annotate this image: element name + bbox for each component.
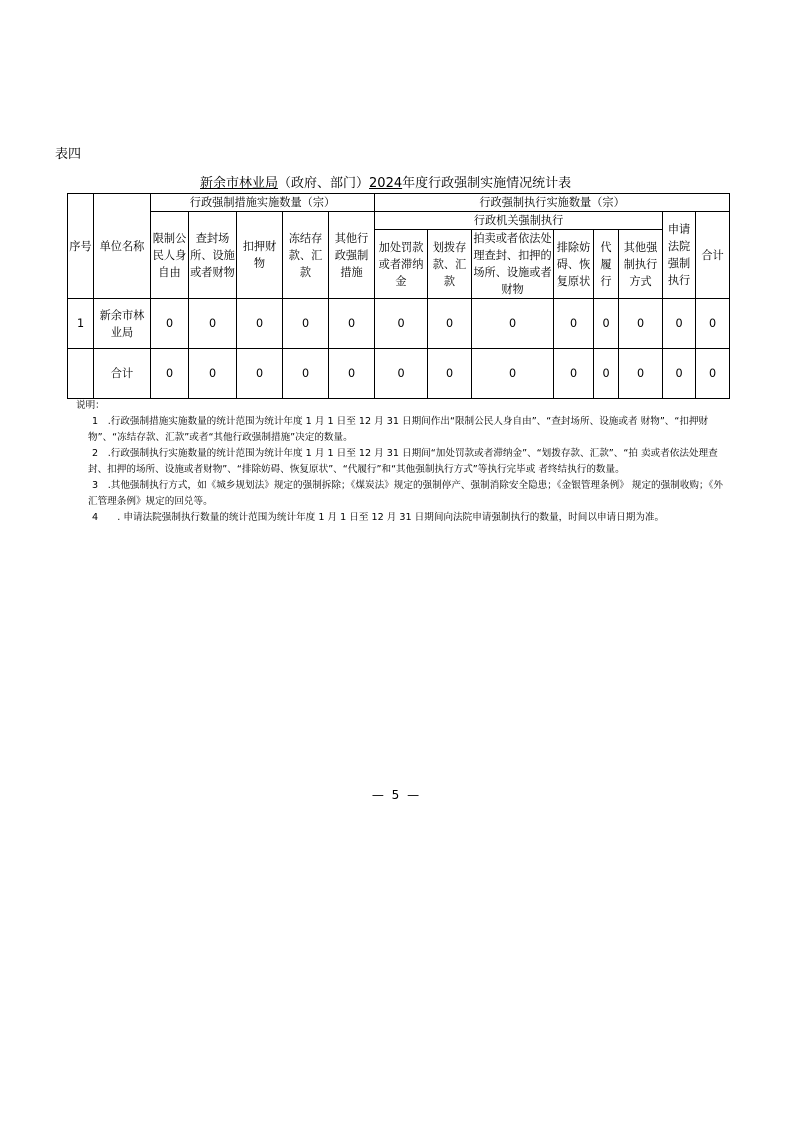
cell-value: 0	[329, 349, 375, 399]
cell-value: 0	[696, 349, 730, 399]
note-item: 1 .行政强制措施实施数量的统计范围为统计年度 1 月 1 日至 12 月 31 日期间作出“限制公民人身自由”、“查封场所、设施或者 财物”、“扣押财物”、“冻结存款、汇款”或者“其他行政强制措施”决定的数量。	[88, 416, 709, 443]
row-unit: 合计	[94, 349, 151, 399]
statistics-table	[67, 193, 730, 399]
header-agency: 其他强制执行方式	[619, 230, 663, 299]
header-agency: 代履行	[594, 230, 619, 299]
table-row-total	[68, 349, 730, 399]
header-measure: 冻结存款、汇款	[283, 212, 329, 299]
header-measure: 扣押财物	[237, 212, 283, 299]
cell-value: 0	[283, 349, 329, 399]
header-agency: 拍卖或者依法处理查封、扣押的场所、设施或者财物	[472, 230, 554, 299]
header-measure: 限制公民人身自由	[151, 212, 189, 299]
cell-value: 0	[283, 299, 329, 349]
table-row	[68, 299, 730, 349]
cell-value: 0	[237, 299, 283, 349]
cell-value: 0	[554, 349, 594, 399]
cell-value: 0	[663, 349, 696, 399]
cell-value: 0	[151, 299, 189, 349]
cell-value: 0	[594, 299, 619, 349]
cell-value: 0	[696, 299, 730, 349]
title-rest: 年度行政强制实施情况统计表	[402, 176, 572, 191]
title-org: 新余市林业局	[200, 176, 279, 191]
header-measure: 其他行政强制措施	[329, 212, 375, 299]
header-agency: 加处罚款或者滞纳金	[375, 230, 428, 299]
page-number: — 5 —	[371, 788, 422, 802]
title-year: 2024	[369, 176, 403, 191]
cell-value: 0	[472, 349, 554, 399]
cell-value: 0	[375, 349, 428, 399]
cell-value: 0	[189, 349, 237, 399]
cell-value: 0	[554, 299, 594, 349]
cell-value: 0	[619, 299, 663, 349]
cell-value: 0	[428, 299, 472, 349]
page-title	[200, 172, 571, 191]
cell-value: 0	[375, 299, 428, 349]
cell-value: 0	[663, 299, 696, 349]
table-label: 表四	[55, 147, 82, 162]
row-seq	[68, 349, 94, 399]
header-measure: 查封场所、设施或者财物	[189, 212, 237, 299]
cell-value: 0	[189, 299, 237, 349]
cell-value: 0	[472, 299, 554, 349]
note-item: 4 . 申请法院强制执行数量的统计范围为统计年度 1 月 1 日至 12 月 31 日期间向法院申请强制执行的数量，时间以申请日期为准。	[92, 512, 665, 523]
cell-value: 0	[151, 349, 189, 399]
header-total: 合计	[696, 212, 730, 299]
notes	[76, 398, 728, 526]
header-execution-group: 行政强制执行实施数量（宗）	[375, 194, 730, 212]
notes-heading: 说明：	[76, 400, 105, 411]
row-unit: 新余市林业局	[94, 299, 151, 349]
cell-value: 0	[594, 349, 619, 399]
header-seq: 序号	[68, 194, 94, 299]
header-measures-group: 行政强制措施实施数量（宗）	[151, 194, 375, 212]
header-agency: 划拨存款、汇款	[428, 230, 472, 299]
header-unit: 单位名称	[94, 194, 151, 299]
note-item: 3 .其他强制执行方式，如《城乡规划法》规定的强制拆除；《煤炭法》规定的强制停产、强制消除安全隐患；《金银管理条例》 规定的强制收购；《外汇管理条例》规定的回兑等。	[88, 480, 723, 507]
header-agency: 排除妨碍、恢复原状	[554, 230, 594, 299]
title-mid: （政府、部门）	[278, 176, 370, 191]
cell-value: 0	[619, 349, 663, 399]
cell-value: 0	[329, 299, 375, 349]
note-item: 2 .行政强制执行实施数量的统计范围为统计年度 1 月 1 日至 12 月 31 日期间“加处罚款或者滞纳金”、“划拨存款、汇款”、“拍 卖或者依法处理查封、扣押的场所、设施或者财物”、“排除妨碍、恢复原状”、“代履行”和“其他强制执行方式”等执行完毕或 者终结执行的数量。	[88, 448, 718, 475]
header-court: 申请法院强制执行	[663, 212, 696, 299]
cell-value: 0	[428, 349, 472, 399]
cell-value: 0	[237, 349, 283, 399]
row-seq: 1	[68, 299, 94, 349]
header-agency-group: 行政机关强制执行	[375, 212, 663, 230]
